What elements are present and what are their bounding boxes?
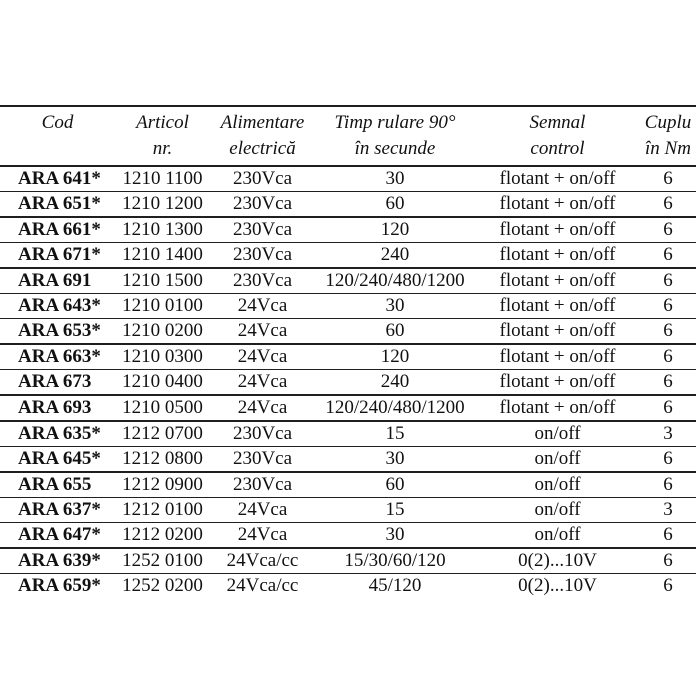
- cell-articol: 1210 0200: [122, 320, 203, 341]
- cell-cuplu: 6: [663, 320, 673, 341]
- table-row: [0, 472, 696, 498]
- cell-cuplu: 6: [663, 397, 673, 418]
- cell-cod: ARA 673: [18, 371, 92, 392]
- header-line: în Nm: [645, 138, 691, 159]
- cell-articol: 1210 1200: [122, 193, 203, 214]
- cell-cuplu: 6: [663, 448, 673, 469]
- cell-timp: 120/240/480/1200: [325, 270, 465, 291]
- table-row: [0, 574, 696, 599]
- cell-cuplu: 6: [663, 346, 673, 367]
- cell-cod: ARA 637*: [18, 499, 101, 520]
- column-header-cod: [0, 106, 115, 166]
- cell-alimentare: 24Vca/cc: [226, 550, 299, 571]
- cell-semnal: on/off: [534, 524, 581, 545]
- cell-cod: ARA 659*: [18, 575, 101, 597]
- header-line: Cod: [41, 112, 74, 133]
- column-header-articol: [115, 106, 210, 166]
- table-header: [0, 106, 696, 166]
- cell-cod: ARA 641*: [18, 168, 101, 189]
- column-header-timp: [315, 106, 475, 166]
- table-row: [0, 548, 696, 574]
- cell-cuplu: 6: [663, 244, 673, 265]
- table-row: [0, 498, 696, 523]
- table-body: [0, 166, 696, 599]
- table-row: [0, 344, 696, 370]
- cell-cod: ARA 647*: [18, 524, 101, 545]
- cell-cuplu: 6: [663, 168, 673, 189]
- cell-semnal: flotant + on/off: [499, 193, 616, 214]
- cell-semnal: 0(2)...10V: [518, 550, 597, 571]
- cell-timp: 45/120: [368, 575, 422, 597]
- cell-cod: ARA 639*: [18, 550, 101, 571]
- cell-cuplu: 6: [663, 550, 673, 571]
- table-row: [0, 243, 696, 269]
- table-row: [0, 319, 696, 345]
- table-row: [0, 192, 696, 218]
- cell-cod: ARA 651*: [18, 193, 101, 214]
- cell-articol: 1252 0100: [122, 550, 203, 571]
- header-line: Timp rulare 90°: [334, 112, 456, 133]
- cell-semnal: flotant + on/off: [499, 219, 616, 240]
- cell-timp: 30: [385, 524, 405, 545]
- cell-alimentare: 24Vca: [237, 371, 288, 392]
- cell-timp: 15: [385, 499, 405, 520]
- header-line: în secunde: [354, 138, 436, 159]
- cell-timp: 30: [385, 295, 405, 316]
- cell-cod: ARA 655: [18, 474, 92, 495]
- header-row: [0, 106, 696, 166]
- cell-cod: ARA 671*: [18, 244, 101, 265]
- cell-articol: 1210 0100: [122, 295, 203, 316]
- cell-semnal: on/off: [534, 448, 581, 469]
- cell-articol: 1212 0100: [122, 499, 203, 520]
- table-row: [0, 166, 696, 192]
- cell-semnal: 0(2)...10V: [518, 575, 597, 597]
- cell-timp: 30: [385, 168, 405, 189]
- cell-articol: 1210 0500: [122, 397, 203, 418]
- cell-cuplu: 6: [663, 524, 673, 545]
- cell-semnal: on/off: [534, 474, 581, 495]
- cell-alimentare: 24Vca: [237, 499, 288, 520]
- cell-articol: 1210 1100: [122, 168, 203, 189]
- cell-articol: 1212 0200: [122, 524, 203, 545]
- cell-alimentare: 230Vca: [232, 270, 293, 291]
- cell-semnal: flotant + on/off: [499, 346, 616, 367]
- cell-cuplu: 3: [663, 423, 673, 444]
- cell-timp: 120: [380, 346, 410, 367]
- cell-cod: ARA 643*: [18, 295, 101, 316]
- cell-alimentare: 24Vca: [237, 295, 288, 316]
- header-line: Alimentare: [220, 112, 305, 133]
- cell-cod: ARA 653*: [18, 320, 101, 341]
- cell-alimentare: 230Vca: [232, 474, 293, 495]
- cell-alimentare: 24Vca: [237, 346, 288, 367]
- cell-alimentare: 230Vca: [232, 448, 293, 469]
- cell-semnal: flotant + on/off: [499, 320, 616, 341]
- header-line: control: [530, 138, 585, 159]
- cell-articol: 1210 1500: [122, 270, 203, 291]
- table-row: [0, 268, 696, 294]
- cell-articol: 1252 0200: [122, 575, 203, 597]
- column-header-cuplu: [640, 106, 696, 166]
- cell-articol: 1210 1400: [122, 244, 203, 265]
- table-row: [0, 294, 696, 319]
- cell-timp: 15: [385, 423, 405, 444]
- table-row: [0, 523, 696, 549]
- cell-cod: ARA 645*: [18, 448, 101, 469]
- cell-alimentare: 230Vca: [232, 244, 293, 265]
- table-row: [0, 421, 696, 447]
- cell-cuplu: 6: [663, 219, 673, 240]
- cell-alimentare: 24Vca/cc: [226, 575, 299, 597]
- cell-alimentare: 24Vca: [237, 397, 288, 418]
- cell-timp: 60: [385, 320, 405, 341]
- cell-cod: ARA 691: [18, 270, 92, 291]
- cell-cuplu: 6: [663, 575, 673, 597]
- cell-alimentare: 24Vca: [237, 524, 288, 545]
- cell-cuplu: 6: [663, 270, 673, 291]
- cell-semnal: flotant + on/off: [499, 270, 616, 291]
- product-spec-table: [0, 105, 696, 599]
- cell-cod: ARA 693: [18, 397, 92, 418]
- cell-articol: 1210 1300: [122, 219, 203, 240]
- cell-articol: 1210 0400: [122, 371, 203, 392]
- cell-semnal: on/off: [534, 499, 581, 520]
- cell-semnal: flotant + on/off: [499, 371, 616, 392]
- cell-articol: 1212 0900: [122, 474, 203, 495]
- cell-articol: 1212 0700: [122, 423, 203, 444]
- cell-timp: 30: [385, 448, 405, 469]
- cell-timp: 60: [385, 474, 405, 495]
- header-line: nr.: [152, 138, 173, 159]
- cell-timp: 120/240/480/1200: [325, 397, 465, 418]
- cell-cod: ARA 661*: [18, 219, 101, 240]
- cell-articol: 1212 0800: [122, 448, 203, 469]
- cell-cod: ARA 635*: [18, 423, 101, 444]
- cell-alimentare: 24Vca: [237, 320, 288, 341]
- header-line: Semnal: [529, 112, 586, 133]
- cell-timp: 120: [380, 219, 410, 240]
- cell-timp: 15/30/60/120: [344, 550, 446, 571]
- cell-timp: 240: [380, 244, 410, 265]
- header-line: electrică: [229, 138, 296, 159]
- cell-cuplu: 6: [663, 295, 673, 316]
- column-header-alimentare: [210, 106, 315, 166]
- cell-semnal: flotant + on/off: [499, 244, 616, 265]
- table-row: [0, 217, 696, 243]
- cell-alimentare: 230Vca: [232, 193, 293, 214]
- header-line: Articol: [136, 112, 189, 133]
- cell-semnal: on/off: [534, 423, 581, 444]
- cell-timp: 240: [380, 371, 410, 392]
- cell-cuplu: 6: [663, 371, 673, 392]
- header-line: Cuplu: [644, 112, 692, 133]
- cell-alimentare: 230Vca: [232, 168, 293, 189]
- table-row: [0, 447, 696, 473]
- cell-articol: 1210 0300: [122, 346, 203, 367]
- table-row: [0, 395, 696, 421]
- column-header-semnal: [475, 106, 640, 166]
- cell-alimentare: 230Vca: [232, 219, 293, 240]
- cell-cod: ARA 663*: [18, 346, 101, 367]
- cell-cuplu: 6: [663, 474, 673, 495]
- table-row: [0, 370, 696, 396]
- cell-semnal: flotant + on/off: [499, 397, 616, 418]
- cell-timp: 60: [385, 193, 405, 214]
- cell-semnal: flotant + on/off: [499, 295, 616, 316]
- cell-semnal: flotant + on/off: [499, 168, 616, 189]
- cell-alimentare: 230Vca: [232, 423, 293, 444]
- cell-cuplu: 3: [663, 499, 673, 520]
- cell-cuplu: 6: [663, 193, 673, 214]
